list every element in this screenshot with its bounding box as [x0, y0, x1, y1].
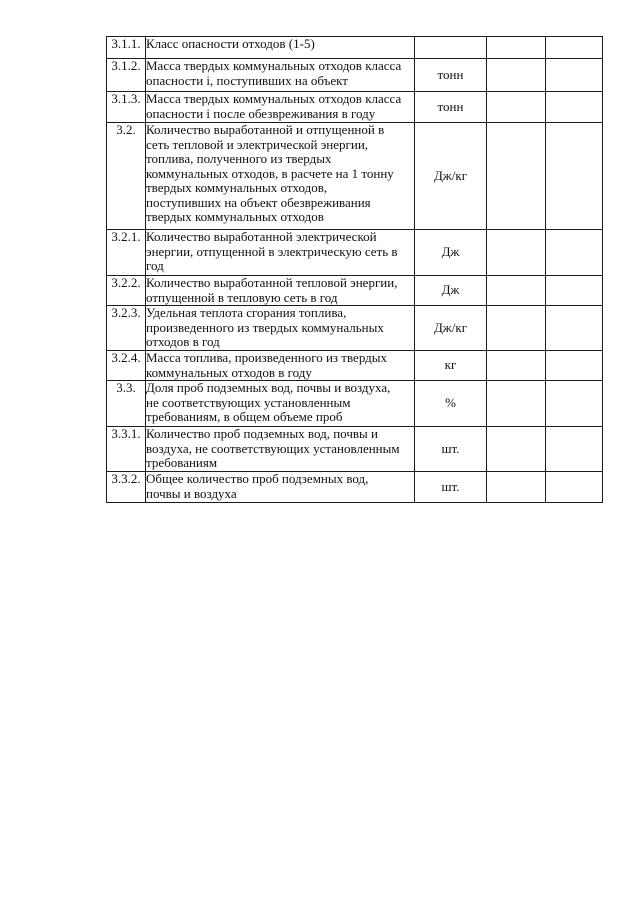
- item-unit: Дж: [415, 276, 487, 306]
- table-row: [107, 230, 603, 276]
- table-row: [107, 472, 603, 503]
- table-row: [107, 37, 603, 59]
- item-unit: шт.: [415, 472, 487, 503]
- value-cell-2: [546, 381, 603, 427]
- value-cell-2: [546, 92, 603, 123]
- value-cell-2: [546, 351, 603, 381]
- value-cell-1: [487, 276, 546, 306]
- item-description: Масса топлива, произведенного из твердых коммунальных отходов в году: [146, 351, 415, 381]
- item-unit: шт.: [415, 427, 487, 472]
- item-number: 3.3.: [107, 381, 146, 427]
- item-description: Масса твердых коммунальных отходов класса опасности i, поступивших на объект: [146, 59, 415, 92]
- item-number: 3.2.: [107, 123, 146, 230]
- item-description: Масса твердых коммунальных отходов класса опасности i после обезвреживания в году: [146, 92, 415, 123]
- item-unit: тонн: [415, 92, 487, 123]
- item-description: Количество выработанной и отпущенной в сеть тепловой и электрической энергии, топлива, полученного из твердых коммунальных отходов, в расчете на 1 тонну твердых коммунальных отходов, поступивших на объект обезвреживания твердых коммунальных отходов: [146, 123, 415, 230]
- indicators-table: [106, 36, 603, 503]
- item-description: Класс опасности отходов (1-5): [146, 37, 415, 59]
- table-row: [107, 92, 603, 123]
- item-number: 3.1.3.: [107, 92, 146, 123]
- item-number: 3.2.1.: [107, 230, 146, 276]
- item-unit: Дж/кг: [415, 123, 487, 230]
- item-description: Количество проб подземных вод, почвы и воздуха, не соответствующих установленным требованиям: [146, 427, 415, 472]
- table-row: [107, 59, 603, 92]
- value-cell-1: [487, 230, 546, 276]
- value-cell-1: [487, 92, 546, 123]
- item-description: Количество выработанной электрической энергии, отпущенной в электрическую сеть в год: [146, 230, 415, 276]
- value-cell-2: [546, 306, 603, 351]
- item-description: Доля проб подземных вод, почвы и воздуха, не соответствующих установленным требованиям, в общем объеме проб: [146, 381, 415, 427]
- item-unit: тонн: [415, 59, 487, 92]
- table-row: [107, 351, 603, 381]
- item-number: 3.1.2.: [107, 59, 146, 92]
- item-number: 3.3.2.: [107, 472, 146, 503]
- item-unit: [415, 37, 487, 59]
- item-description: Общее количество проб подземных вод, почвы и воздуха: [146, 472, 415, 503]
- value-cell-2: [546, 472, 603, 503]
- item-number: 3.1.1.: [107, 37, 146, 59]
- value-cell-1: [487, 427, 546, 472]
- value-cell-1: [487, 381, 546, 427]
- item-unit: кг: [415, 351, 487, 381]
- item-unit: Дж: [415, 230, 487, 276]
- table-row: [107, 427, 603, 472]
- value-cell-2: [546, 123, 603, 230]
- value-cell-1: [487, 37, 546, 59]
- value-cell-1: [487, 123, 546, 230]
- table-row: [107, 381, 603, 427]
- value-cell-2: [546, 276, 603, 306]
- value-cell-1: [487, 351, 546, 381]
- table-row: [107, 276, 603, 306]
- value-cell-2: [546, 37, 603, 59]
- item-unit: Дж/кг: [415, 306, 487, 351]
- item-number: 3.2.4.: [107, 351, 146, 381]
- item-description: Количество выработанной тепловой энергии, отпущенной в тепловую сеть в год: [146, 276, 415, 306]
- item-number: 3.3.1.: [107, 427, 146, 472]
- table-row: [107, 306, 603, 351]
- value-cell-2: [546, 230, 603, 276]
- value-cell-1: [487, 59, 546, 92]
- item-description: Удельная теплота сгорания топлива, произведенного из твердых коммунальных отходов в год: [146, 306, 415, 351]
- value-cell-2: [546, 59, 603, 92]
- value-cell-1: [487, 306, 546, 351]
- value-cell-1: [487, 472, 546, 503]
- item-unit: %: [415, 381, 487, 427]
- value-cell-2: [546, 427, 603, 472]
- table-row: [107, 123, 603, 230]
- item-number: 3.2.2.: [107, 276, 146, 306]
- item-number: 3.2.3.: [107, 306, 146, 351]
